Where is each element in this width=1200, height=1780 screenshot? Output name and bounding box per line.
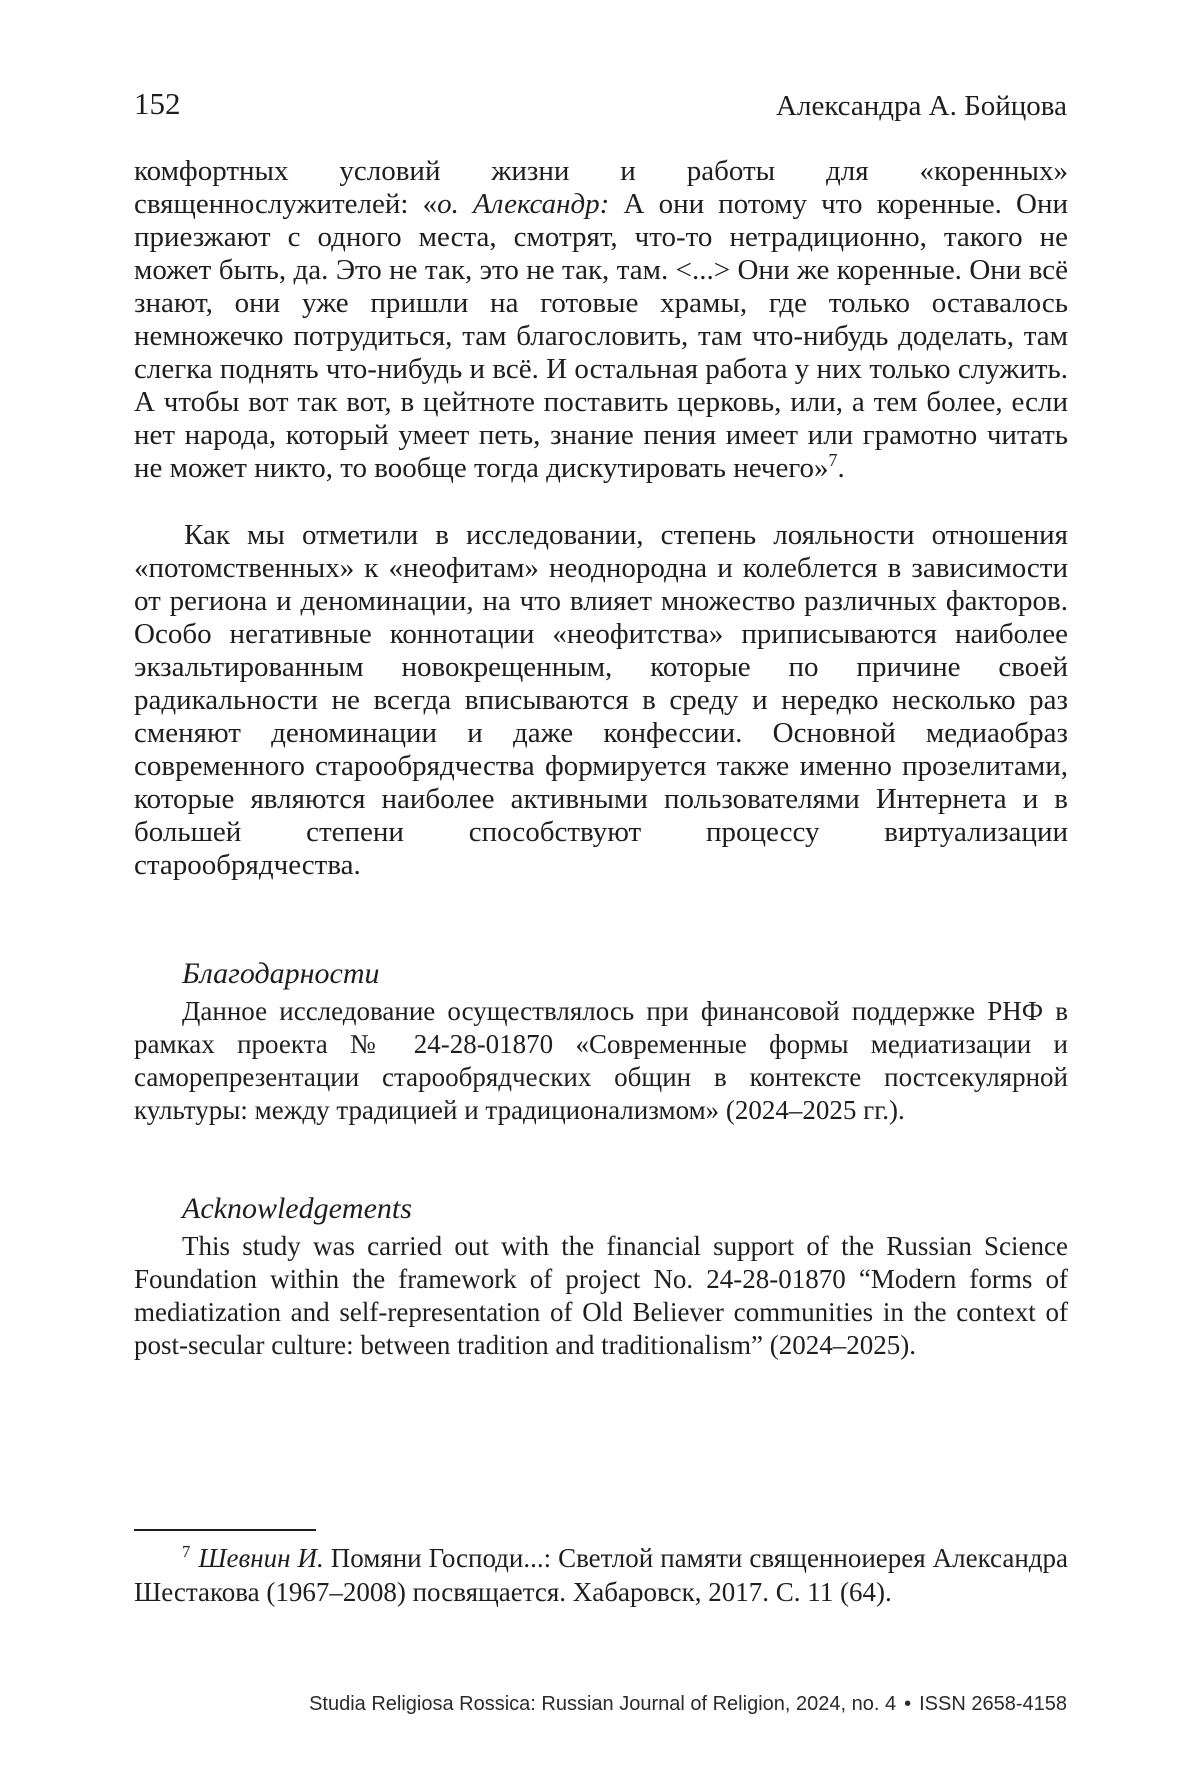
paragraph-analysis: [134, 519, 1068, 882]
footnote-number: 7: [182, 1541, 191, 1561]
acknowledgements-ru-title: Благодарности: [182, 957, 380, 990]
running-head-author: Александра А. Бойцова: [776, 90, 1067, 122]
paragraph-quote: [134, 155, 1068, 485]
acknowledgements-en: [134, 1190, 1068, 1362]
acknowledgements-ru-text: Данное исследование осуществлялось при финансовой поддержке РНФ в рамках проекта № 24-28-01870 «Современные формы медиатизации и саморепрезентации старообрядческих общин в контексте постсекулярной культуры: между традицией и традиционализмом» (2024–2025 гг.).: [134, 996, 1068, 1125]
journal-name: Studia Religiosa Rossica: Russian Journal of Religion, 2024, no. 4: [309, 1693, 897, 1715]
paragraph-lead: комфортных условий жизни и работы для «коренных» священнослужителей: «: [134, 155, 1068, 220]
footnote-author: Шевнин И.: [198, 1543, 324, 1573]
journal-footer: [309, 1690, 1067, 1718]
footnote-divider: [134, 1529, 316, 1531]
footnote-text: Помяни Господи...: Светлой памяти священноиерея Александра Шестакова (1967–2008) посвящается. Хабаровск, 2017. С. 11 (64).: [134, 1543, 1069, 1607]
footnote: [134, 1541, 1068, 1609]
quote-text: А они потому что коренные. Они приезжают с одного места, смотрят, что-то нетрадиционно, такого не может быть, да. Это не так, это не так, там. <...> Они же коренные. Они всё знают, они уже пришли на готовые храмы, где только оставалось немножечко потрудиться, там благословить, там что-нибудь доделать, там слегка поднять что-нибудь и всё. И остальная работа у них только служить. А чтобы вот так вот, в цейтноте поставить церковь, или, а тем более, если нет народа, который умеет петь, знание пения имеет или грамотно читать не может никто, то вообще тогда дискутировать нечего»: [134, 188, 1069, 484]
page-number: 152: [134, 86, 181, 121]
acknowledgements-en-text: This study was carried out with the financial support of the Russian Science Foundation within the framework of project No. 24-28-01870 “Modern forms of mediatization and self-representation of Old Believer communities in the context of post-secular culture: between tradition and traditionalism” (2024–2025).: [134, 1231, 1068, 1360]
quote-speaker: о. Александр:: [437, 188, 610, 220]
footnote-ref[interactable]: 7: [828, 450, 838, 471]
footer-separator: •: [904, 1693, 912, 1715]
paragraph-analysis-text: Как мы отметили в исследовании, степень лояльности отношения «потомственных» к «неофитам» неоднородна и колеблется в зависимости от региона и деноминации, на что влияет множество различных факторов. Особо негативные коннотации «неофитства» приписываются наиболее экзальтированным новокрещенным, которые по причине своей радикальности не всегда вписываются в среду и нередко несколько раз сменяют деноминации и даже конфессии. Основной медиаобраз современного старообрядчества формируется также именно прозелитами, которые являются наиболее активными пользователями Интернета и в большей степени способствуют процессу виртуализации старообрядчества.: [134, 519, 1068, 881]
journal-issn: ISSN 2658-4158: [919, 1693, 1067, 1715]
acknowledgements-ru: [134, 955, 1068, 1127]
acknowledgements-en-title: Acknowledgements: [182, 1192, 412, 1225]
paragraph-end: .: [837, 452, 845, 484]
